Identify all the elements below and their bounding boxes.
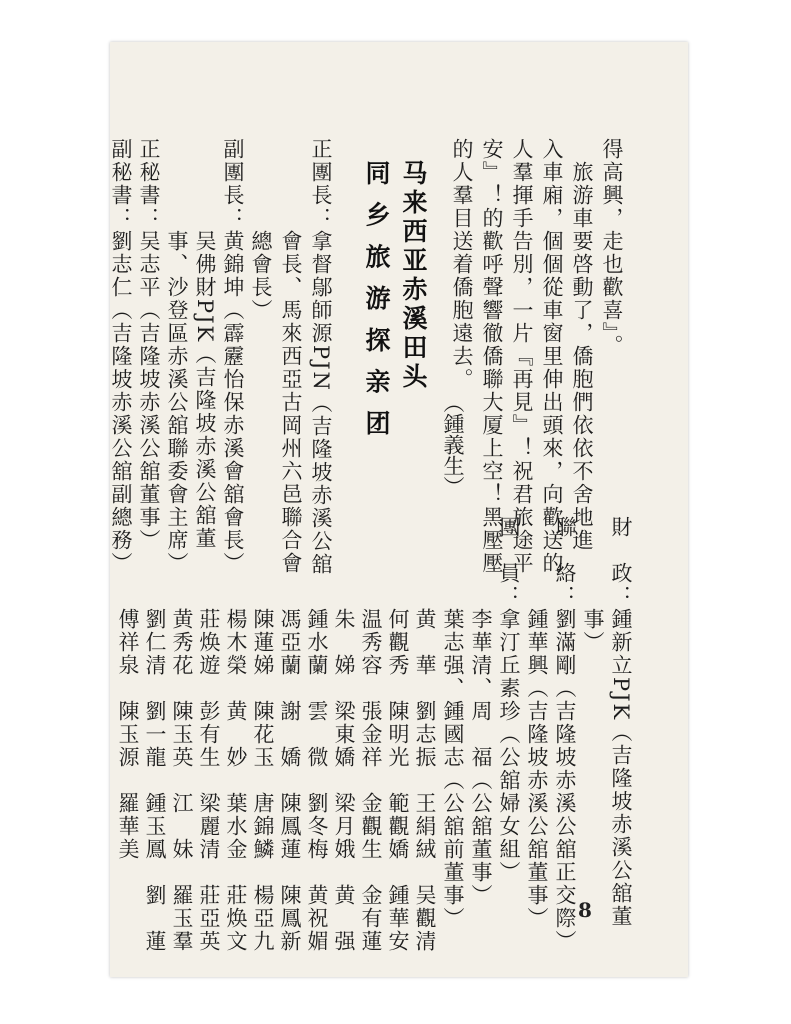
staff-line-2: 事）: [581, 516, 605, 654]
member-line-4: 朱 娣 梁東嬌 梁月娥 黄 强: [332, 516, 356, 953]
author-credit: （鍾義生）: [441, 392, 465, 497]
member-line-1: 黄 華 劉志振 王絹絨 吴觀清: [413, 516, 437, 953]
member-line-11: 劉仁清 劉一龍 鍾玉鳳 劉 蓮: [143, 516, 167, 953]
officer-line-2: 會長、馬來西亞古岡州六邑聯合會: [279, 138, 303, 575]
prose-line-2: 旅游車要啓動了，僑胞們依依不舍地進: [570, 138, 594, 552]
member-line-3: 温秀容 張金祥 金觀生 金有蓮: [359, 516, 383, 953]
prose-line-3: 入車廂，個個從車窗里伸出頭來，向歡送的: [540, 138, 564, 575]
officer-line-1: 正團長：拿督鄔師源PJN（吉隆坡赤溪公舘: [309, 138, 333, 576]
staff-line-1: 財 政：鍾新立PJK（吉隆坡赤溪公舘董: [609, 516, 633, 929]
officer-line-5: 吴佛財PJK（吉隆坡赤溪公舘董: [193, 138, 217, 551]
prose-line-6: 的人羣目送着僑胞遠去。: [450, 138, 474, 391]
officer-line-6: 事、沙登區赤溪公舘聯委會主席）: [165, 138, 189, 575]
prose-line-4: 人羣揮手告別，一片『再見』！祝君旅途平: [510, 138, 534, 575]
member-line-9: 莊焕遊 彭有生 梁麗清 莊亞英: [197, 516, 221, 953]
article-title-line-2: 同 乡 旅 游 探 亲 团: [362, 160, 391, 440]
prose-line-1: 得高興，走也歡喜』。: [600, 138, 624, 358]
member-line-7: 陳蓮娣 陳花玉 唐錦鱗 楊亞九: [251, 516, 275, 953]
member-line-2: 何觀秀 陳明光 範觀嬌 鍾華安: [386, 516, 410, 953]
member-line-12: 傅祥泉 陳玉源 羅華美: [116, 516, 140, 861]
member-line-5: 鍾水蘭 雲 微 劉冬梅 黄祝媚: [305, 516, 329, 953]
member-line-10: 黄秀花 陳玉英 江 妹 羅玉羣: [170, 516, 194, 953]
member-line-8: 楊木榮 黄 妙 葉水金 莊焕文: [224, 516, 248, 953]
staff-line-3: 聯 絡：劉滿剛（吉隆坡赤溪公舘正交際）: [553, 516, 577, 953]
staff-line-6: 李華清、周 福（公舘董事）: [469, 516, 493, 907]
officer-line-7: 正秘書：吴志平（吉隆坡赤溪公舘董事）: [137, 138, 161, 552]
article-title-line-1: 马来西亚赤溪田头: [399, 160, 428, 392]
officer-line-4: 副團長：黄錦坤（霹靂怡保赤溪會舘會長）: [221, 138, 245, 575]
staff-line-7: 葉志强、鍾國志（公舘前董事）: [441, 516, 465, 930]
staff-line-4: 鍾華興（吉隆坡赤溪公舘董事）: [525, 516, 549, 930]
document-page: [110, 42, 688, 977]
staff-line-5: 團 員：拿汀丘素珍（公舘婦女組）: [497, 516, 521, 884]
officer-line-8: 副秘書：劉志仁（吉隆坡赤溪公舘副總務）: [109, 138, 133, 575]
officer-line-3: 總會長）: [249, 138, 273, 322]
page-number: 8: [578, 898, 592, 922]
member-line-6: 馮亞蘭 謝 嬌 陳鳳蓮 陳鳳新: [278, 516, 302, 953]
prose-line-5: 安』！的歡呼聲響徹僑聯大厦上空！黑壓壓: [480, 138, 504, 575]
